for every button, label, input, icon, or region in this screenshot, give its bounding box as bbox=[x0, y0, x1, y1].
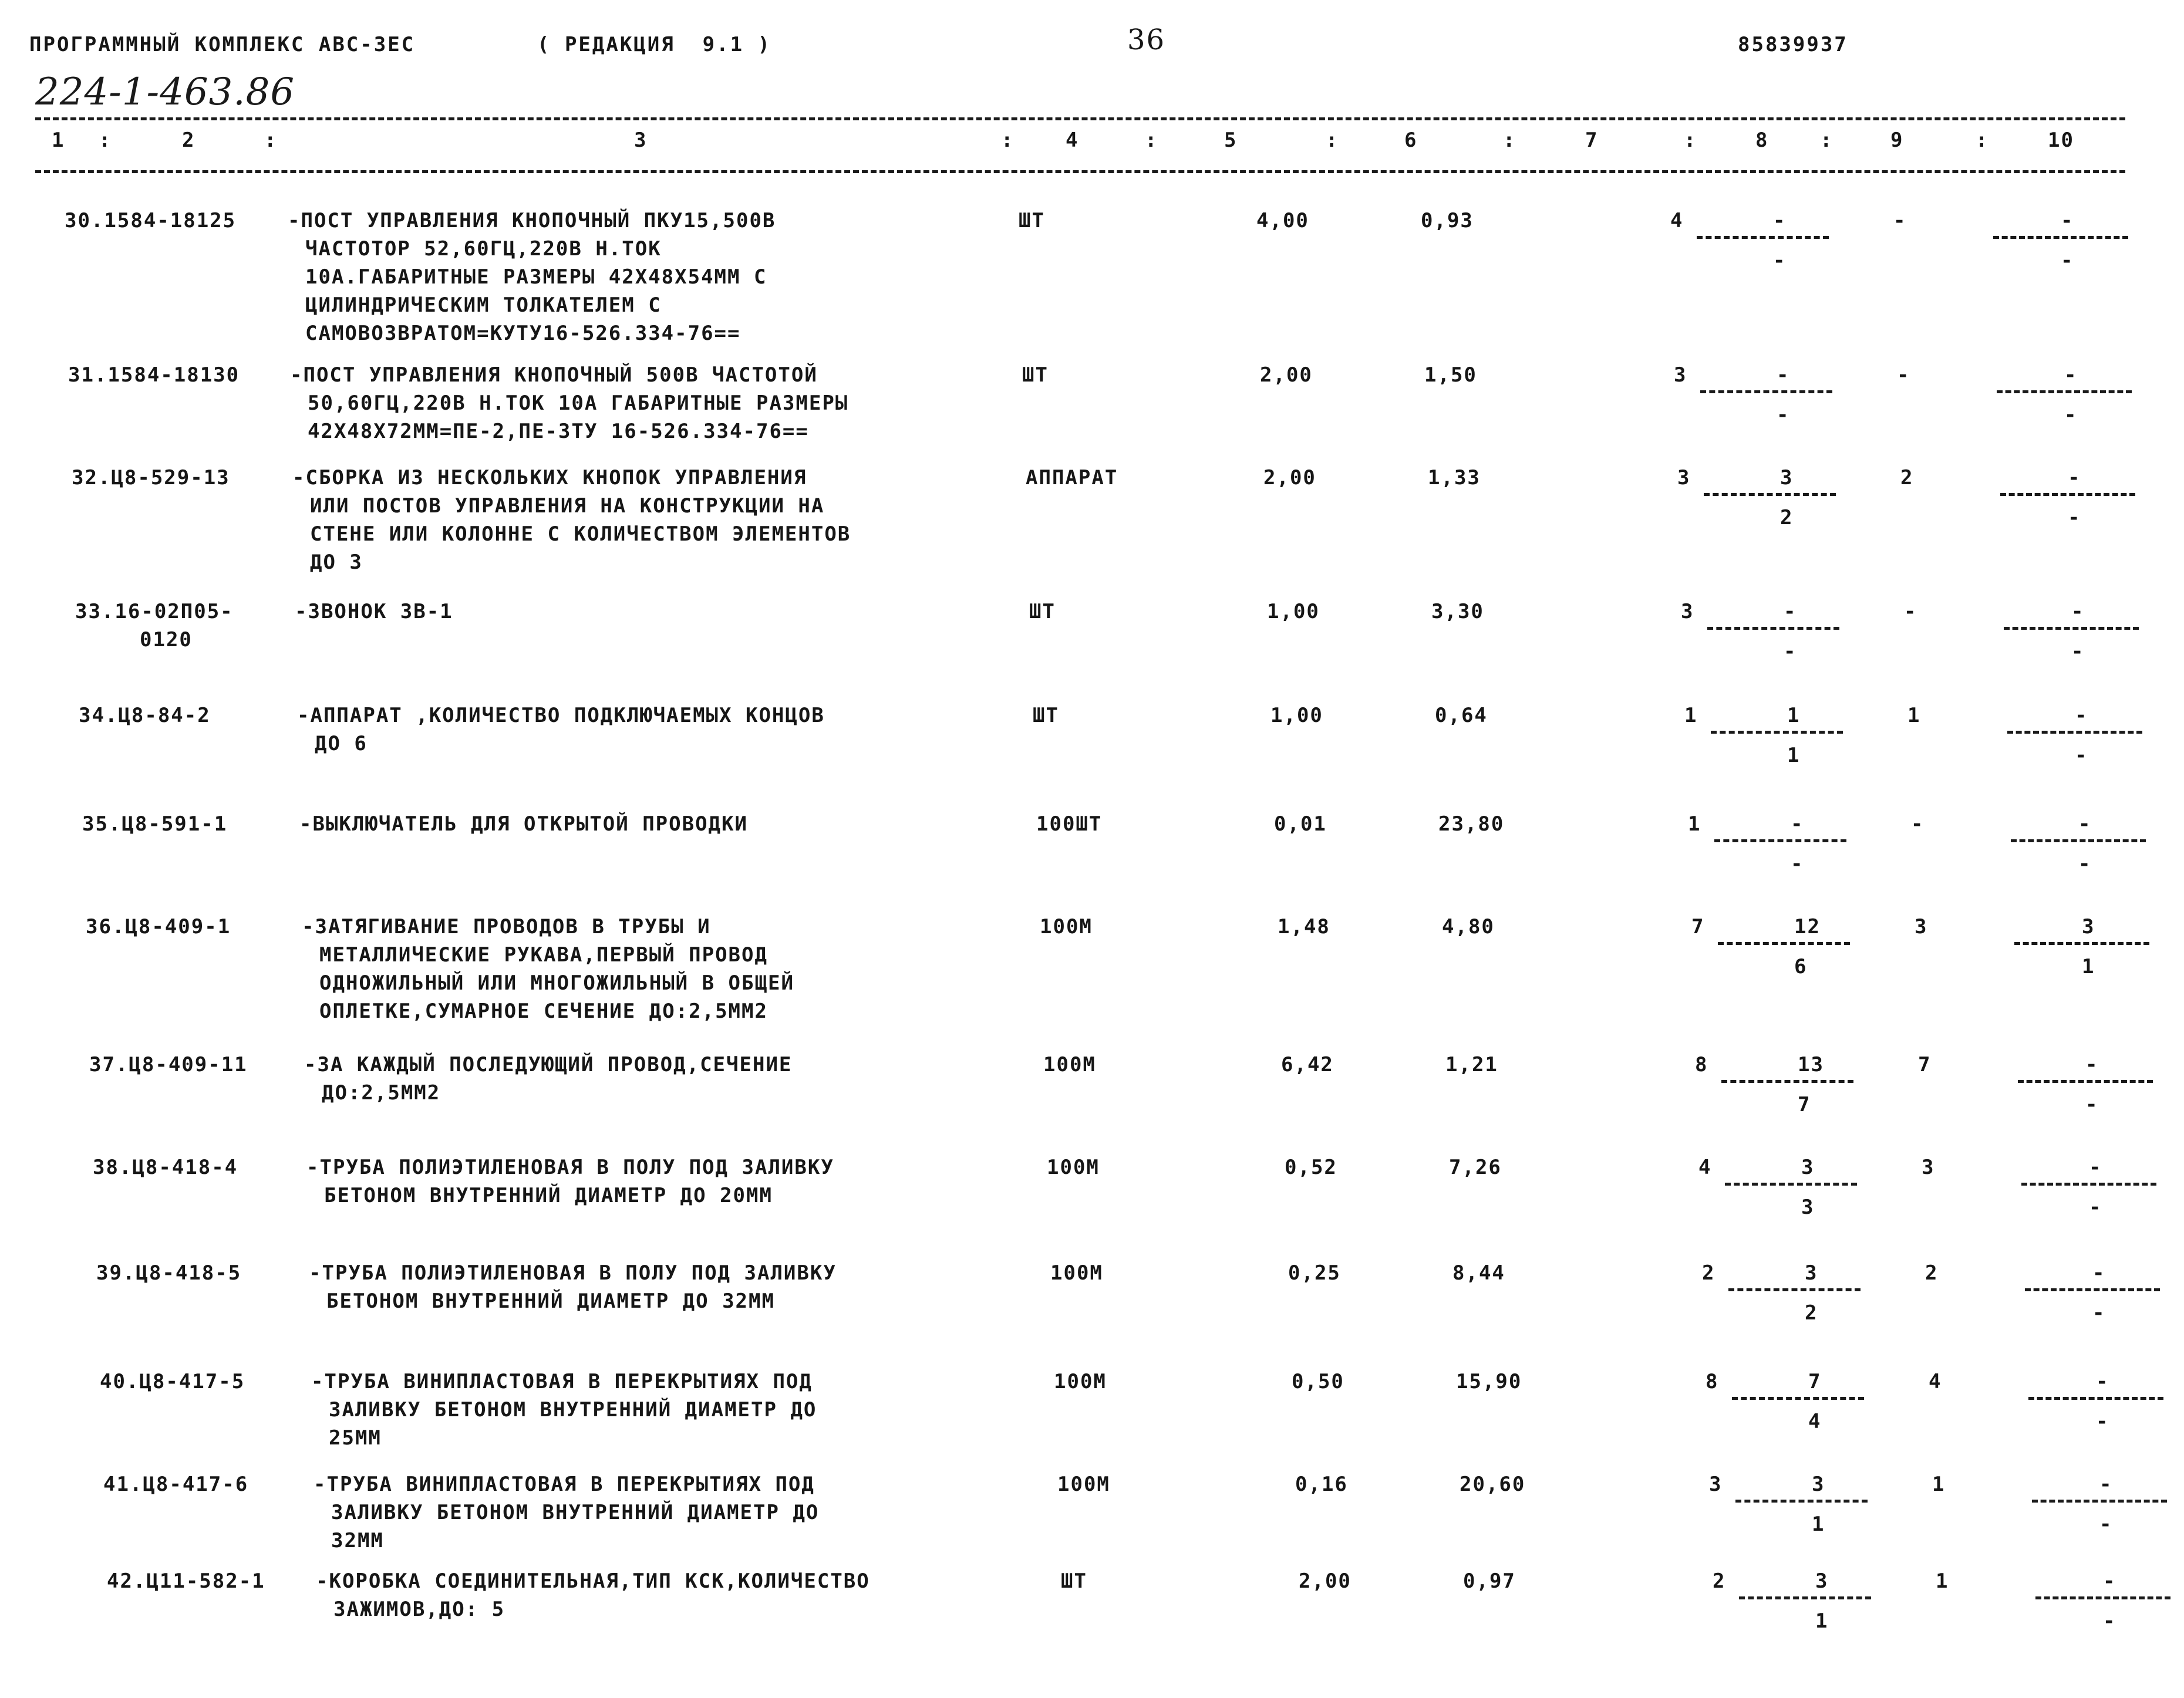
description-line: 32ММ bbox=[331, 1529, 384, 1552]
fraction-rule bbox=[2035, 1596, 2170, 1599]
quantity-cell: 2,00 bbox=[1299, 1569, 1351, 1593]
fraction-rule bbox=[2021, 1183, 2156, 1186]
value-cell: 1,50 bbox=[1424, 363, 1477, 387]
fraction-bottom: 2 bbox=[1780, 506, 1794, 529]
fraction-top: 3 bbox=[1780, 466, 1794, 490]
description-line: ИЛИ ПОСТОВ УПРАВЛЕНИЯ НА КОНСТРУКЦИИ НА bbox=[310, 494, 825, 518]
col8-value: 1 bbox=[1688, 812, 1701, 836]
description-line: -СБОРКА ИЗ НЕСКОЛЬКИХ КНОПОК УПРАВЛЕНИЯ bbox=[292, 466, 807, 490]
col-num-4: 4 bbox=[1066, 129, 1079, 152]
row-description bbox=[299, 810, 1022, 838]
value-cell: 1,33 bbox=[1428, 466, 1481, 490]
quantity-cell: 4,00 bbox=[1256, 209, 1309, 232]
description-line: МЕТАЛЛИЧЕСКИЕ РУКАВА,ПЕРВЫЙ ПРОВОД bbox=[319, 943, 768, 967]
col9-value: 3 bbox=[1915, 915, 1928, 939]
fraction-top: 7 bbox=[1808, 1370, 1822, 1393]
col8-value: 3 bbox=[1677, 466, 1691, 490]
col8-value: 2 bbox=[1713, 1569, 1726, 1593]
row-description bbox=[292, 464, 1015, 576]
description-line: -КОРОБКА СОЕДИНИТЕЛЬНАЯ,ТИП КСК,КОЛИЧЕСТВО bbox=[316, 1569, 870, 1593]
page-number: 36 bbox=[1127, 23, 1166, 56]
fraction-rule bbox=[2007, 731, 2142, 734]
description-line: ЗАЛИВКУ БЕТОНОМ ВНУТРЕННИЙ ДИАМЕТР ДО bbox=[331, 1501, 820, 1524]
value-cell: 1,21 bbox=[1445, 1053, 1498, 1076]
row-description bbox=[311, 1368, 1033, 1452]
fraction-rule bbox=[1732, 1397, 1864, 1400]
fraction-top: 3 bbox=[1801, 1156, 1815, 1179]
unit-cell: 100М bbox=[1043, 1053, 1096, 1076]
col-num-1: 1 bbox=[52, 129, 65, 152]
fraction-bottom: - bbox=[1773, 249, 1787, 272]
col8-value: 7 bbox=[1691, 915, 1705, 939]
fraction-bottom: 3 bbox=[1801, 1196, 1815, 1219]
unit-cell: АППАРАТ bbox=[1026, 466, 1118, 490]
handwritten-doc-id: 224-1-463.86 bbox=[35, 70, 295, 114]
header-top-rule bbox=[35, 117, 2125, 120]
fraction-rule bbox=[2025, 1288, 2160, 1291]
description-line: САМОВОЗВРАТОМ=КУТУ16-526.334-76== bbox=[305, 322, 741, 345]
description-line: -АППАРАТ ,КОЛИЧЕСТВО ПОДКЛЮЧАЕМЫХ КОНЦОВ bbox=[297, 704, 825, 727]
quantity-cell: 1,00 bbox=[1270, 704, 1323, 727]
description-line: ЧАСТОТОР 52,60ГЦ,220В Н.ТОК bbox=[305, 237, 662, 261]
description-line: -ТРУБА ВИНИПЛАСТОВАЯ В ПЕРЕКРЫТИЯХ ПОД bbox=[314, 1473, 815, 1496]
row-code: 42.Ц11-582-1 bbox=[107, 1569, 265, 1593]
unit-cell: ШТ bbox=[1019, 209, 1045, 232]
value-cell: 20,60 bbox=[1460, 1473, 1526, 1496]
row-code: 35.Ц8-591-1 bbox=[82, 812, 228, 836]
row-code: 31.1584-18130 bbox=[68, 363, 240, 387]
row-description bbox=[304, 1051, 1026, 1107]
fraction-bottom: 7 bbox=[1798, 1093, 1811, 1116]
description-line: -ЗА КАЖДЫЙ ПОСЛЕДУЮЩИЙ ПРОВОД,СЕЧЕНИЕ bbox=[304, 1053, 793, 1076]
col-num-10: 10 bbox=[2048, 129, 2074, 152]
description-line: ЦИЛИНДРИЧЕСКИМ ТОЛКАТЕЛЕМ С bbox=[305, 293, 662, 317]
fraction-top: 3 bbox=[2082, 915, 2095, 939]
fraction-bottom: 4 bbox=[1808, 1410, 1822, 1433]
fraction-top: 3 bbox=[1812, 1473, 1825, 1496]
col-num-5: 5 bbox=[1224, 129, 1238, 152]
column-number-row: 1 : 2 : 3 : 4 : 5 : 6 : 7 : 8 : 9 : 10 bbox=[0, 126, 2184, 156]
row-description bbox=[290, 361, 1012, 445]
header-bottom-rule bbox=[35, 170, 2125, 173]
unit-cell: 100М bbox=[1050, 1261, 1103, 1285]
row-description bbox=[306, 1153, 1029, 1210]
unit-cell: 100ШТ bbox=[1036, 812, 1103, 836]
col8-value: 1 bbox=[1684, 704, 1698, 727]
quantity-cell: 2,00 bbox=[1260, 363, 1313, 387]
col-num-6: 6 bbox=[1404, 129, 1418, 152]
fraction-bottom: - bbox=[2099, 1513, 2113, 1536]
row-description bbox=[316, 1567, 1038, 1623]
fraction-top: - bbox=[2096, 1370, 2109, 1393]
fraction-top: - bbox=[2085, 1053, 2099, 1076]
row-code: 40.Ц8-417-5 bbox=[100, 1370, 245, 1393]
fraction-top: - bbox=[2068, 466, 2081, 490]
row-code: 37.Ц8-409-11 bbox=[89, 1053, 248, 1076]
col8-value: 4 bbox=[1698, 1156, 1712, 1179]
fraction-top: 3 bbox=[1815, 1569, 1829, 1593]
fraction-bottom: - bbox=[2085, 1093, 2099, 1116]
value-cell: 8,44 bbox=[1452, 1261, 1505, 1285]
fraction-bottom: - bbox=[2068, 506, 2081, 529]
fraction-top: - bbox=[1784, 600, 1797, 623]
row-description bbox=[295, 597, 1017, 626]
description-line: ДО 3 bbox=[310, 551, 363, 574]
fraction-rule bbox=[2011, 839, 2146, 842]
value-cell: 4,80 bbox=[1442, 915, 1495, 939]
col9-value: 2 bbox=[1900, 466, 1914, 490]
description-line: -ЗАТЯГИВАНИЕ ПРОВОДОВ В ТРУБЫ И bbox=[302, 915, 711, 939]
fraction-top: - bbox=[2103, 1569, 2116, 1593]
col9-value: 7 bbox=[1918, 1053, 1932, 1076]
fraction-bottom: - bbox=[2061, 249, 2074, 272]
row-description bbox=[302, 913, 1024, 1025]
col8-value: 3 bbox=[1681, 600, 1694, 623]
fraction-rule bbox=[2000, 493, 2135, 496]
row-code-cont: 0120 bbox=[140, 628, 193, 651]
value-cell: 23,80 bbox=[1438, 812, 1505, 836]
fraction-rule bbox=[1997, 390, 2132, 393]
value-cell: 0,64 bbox=[1435, 704, 1488, 727]
fraction-rule bbox=[1711, 731, 1843, 734]
quantity-cell: 0,25 bbox=[1288, 1261, 1341, 1285]
fraction-top: - bbox=[1777, 363, 1790, 387]
row-code: 38.Ц8-418-4 bbox=[93, 1156, 238, 1179]
row-description bbox=[297, 701, 1019, 758]
description-line: -ПОСТ УПРАВЛЕНИЯ КНОПОЧНЫЙ 500В ЧАСТОТОЙ bbox=[290, 363, 818, 387]
fraction-bottom: 1 bbox=[1812, 1513, 1825, 1536]
fraction-top: - bbox=[2078, 812, 2092, 836]
quantity-cell: 1,00 bbox=[1267, 600, 1320, 623]
description-line: ОДНОЖИЛЬНЫЙ ИЛИ МНОГОЖИЛЬНЫЙ В ОБЩЕЙ bbox=[319, 971, 794, 995]
unit-cell: 100М bbox=[1054, 1370, 1107, 1393]
col8-value: 2 bbox=[1702, 1261, 1715, 1285]
fraction-top: - bbox=[2075, 704, 2088, 727]
description-line: 50,60ГЦ,220В Н.ТОК 10А ГАБАРИТНЫЕ РАЗМЕРЫ bbox=[308, 391, 849, 415]
fraction-top: - bbox=[2071, 600, 2085, 623]
fraction-rule bbox=[1707, 627, 1839, 630]
quantity-cell: 0,50 bbox=[1292, 1370, 1344, 1393]
fraction-top: - bbox=[2092, 1261, 2106, 1285]
col8-value: 4 bbox=[1670, 209, 1684, 232]
fraction-top: 12 bbox=[1794, 915, 1821, 939]
value-cell: 0,97 bbox=[1463, 1569, 1516, 1593]
fraction-rule bbox=[1739, 1596, 1871, 1599]
fraction-rule bbox=[1704, 493, 1836, 496]
quantity-cell: 0,01 bbox=[1274, 812, 1327, 836]
description-line: ДО:2,5ММ2 bbox=[322, 1081, 441, 1105]
col-num-3: 3 bbox=[634, 129, 648, 152]
fraction-rule bbox=[2018, 1080, 2153, 1083]
fraction-bottom: - bbox=[2103, 1609, 2116, 1633]
fraction-top: - bbox=[2089, 1156, 2102, 1179]
row-code: 30.1584-18125 bbox=[65, 209, 237, 232]
description-line: ЗАЖИМОВ,ДО: 5 bbox=[333, 1598, 505, 1621]
value-cell: 3,30 bbox=[1431, 600, 1484, 623]
col-num-2: 2 bbox=[182, 129, 196, 152]
fraction-rule bbox=[1700, 390, 1832, 393]
fraction-bottom: 2 bbox=[1805, 1301, 1818, 1325]
row-code: 32.Ц8-529-13 bbox=[72, 466, 230, 490]
fraction-rule bbox=[1993, 236, 2128, 239]
description-line: -ТРУБА ПОЛИЭТИЛЕНОВАЯ В ПОЛУ ПОД ЗАЛИВКУ bbox=[309, 1261, 837, 1285]
col9-value: 4 bbox=[1929, 1370, 1942, 1393]
row-code: 39.Ц8-418-5 bbox=[96, 1261, 242, 1285]
col9-value: - bbox=[1904, 600, 1917, 623]
fraction-rule bbox=[1728, 1288, 1861, 1291]
col8-value: 8 bbox=[1695, 1053, 1708, 1076]
fraction-bottom: - bbox=[1791, 852, 1804, 876]
col9-value: - bbox=[1911, 812, 1925, 836]
fraction-rule bbox=[2014, 942, 2149, 945]
col9-value: 3 bbox=[1922, 1156, 1935, 1179]
col8-value: 3 bbox=[1709, 1473, 1723, 1496]
description-line: -ВЫКЛЮЧАТЕЛЬ ДЛЯ ОТКРЫТОЙ ПРОВОДКИ bbox=[299, 812, 748, 836]
unit-cell: ШТ bbox=[1029, 600, 1056, 623]
description-line: -ТРУБА ПОЛИЭТИЛЕНОВАЯ В ПОЛУ ПОД ЗАЛИВКУ bbox=[306, 1156, 834, 1179]
fraction-top: - bbox=[2099, 1473, 2113, 1496]
fraction-top: 1 bbox=[1787, 704, 1801, 727]
fraction-bottom: - bbox=[2096, 1410, 2109, 1433]
col-num-9: 9 bbox=[1890, 129, 1904, 152]
fraction-bottom: - bbox=[2089, 1196, 2102, 1219]
row-description bbox=[314, 1470, 1036, 1555]
quantity-cell: 0,16 bbox=[1295, 1473, 1348, 1496]
fraction-rule bbox=[1725, 1183, 1857, 1186]
value-cell: 0,93 bbox=[1421, 209, 1474, 232]
col9-value: 1 bbox=[1907, 704, 1921, 727]
unit-cell: ШТ bbox=[1033, 704, 1059, 727]
unit-cell: 100М bbox=[1040, 915, 1093, 939]
unit-cell: ШТ bbox=[1022, 363, 1049, 387]
unit-cell: 100М bbox=[1057, 1473, 1110, 1496]
unit-cell: ШТ bbox=[1061, 1569, 1087, 1593]
fraction-rule bbox=[1721, 1080, 1853, 1083]
fraction-top: - bbox=[2061, 209, 2074, 232]
description-line: 42Х48Х72ММ=ПЕ-2,ПЕ-3ТУ 16-526.334-76== bbox=[308, 420, 809, 443]
fraction-bottom: 1 bbox=[2082, 955, 2095, 978]
value-cell: 15,90 bbox=[1456, 1370, 1522, 1393]
col8-value: 8 bbox=[1706, 1370, 1719, 1393]
fraction-bottom: - bbox=[1784, 640, 1797, 663]
fraction-rule bbox=[1697, 236, 1829, 239]
col9-value: - bbox=[1897, 363, 1910, 387]
edition-label: ( РЕДАКЦИЯ 9.1 ) bbox=[537, 33, 771, 56]
description-line: 25ММ bbox=[329, 1426, 382, 1450]
description-line: ЗАЛИВКУ БЕТОНОМ ВНУТРЕННИЙ ДИАМЕТР ДО bbox=[329, 1398, 817, 1422]
fraction-top: 13 bbox=[1798, 1053, 1824, 1076]
col9-value: 2 bbox=[1925, 1261, 1939, 1285]
fraction-rule bbox=[1735, 1500, 1868, 1503]
row-code: 36.Ц8-409-1 bbox=[86, 915, 231, 939]
description-line: СТЕНЕ ИЛИ КОЛОННЕ С КОЛИЧЕСТВОМ ЭЛЕМЕНТОВ bbox=[310, 522, 851, 546]
description-line: -ТРУБА ВИНИПЛАСТОВАЯ В ПЕРЕКРЫТИЯХ ПОД bbox=[311, 1370, 813, 1393]
description-line: БЕТОНОМ ВНУТРЕННИЙ ДИАМЕТР ДО 20ММ bbox=[324, 1184, 773, 1207]
fraction-bottom: 1 bbox=[1815, 1609, 1829, 1633]
col-num-7: 7 bbox=[1585, 129, 1599, 152]
fraction-rule bbox=[2028, 1397, 2163, 1400]
fraction-bottom: 1 bbox=[1787, 744, 1801, 767]
col8-value: 3 bbox=[1674, 363, 1687, 387]
document-code: 85839937 bbox=[1738, 33, 1848, 56]
row-code: 34.Ц8-84-2 bbox=[79, 704, 211, 727]
fraction-bottom: - bbox=[2075, 744, 2088, 767]
fraction-top: - bbox=[2064, 363, 2078, 387]
quantity-cell: 0,52 bbox=[1285, 1156, 1337, 1179]
description-line: -ЗВОНОК ЗВ-1 bbox=[295, 600, 453, 623]
value-cell: 7,26 bbox=[1449, 1156, 1502, 1179]
fraction-rule bbox=[2004, 627, 2139, 630]
fraction-bottom: - bbox=[2078, 852, 2092, 876]
description-line: БЕТОНОМ ВНУТРЕННИЙ ДИАМЕТР ДО 32ММ bbox=[326, 1289, 775, 1313]
quantity-cell: 6,42 bbox=[1281, 1053, 1334, 1076]
col9-value: 1 bbox=[1932, 1473, 1946, 1496]
fraction-bottom: 6 bbox=[1794, 955, 1808, 978]
fraction-bottom: - bbox=[2092, 1301, 2106, 1325]
description-line: ДО 6 bbox=[315, 732, 368, 755]
row-code: 41.Ц8-417-6 bbox=[103, 1473, 249, 1496]
col9-value: 1 bbox=[1936, 1569, 1949, 1593]
fraction-rule bbox=[1718, 942, 1850, 945]
fraction-bottom: - bbox=[1777, 403, 1790, 427]
col9-value: - bbox=[1893, 209, 1907, 232]
fraction-bottom: - bbox=[2064, 403, 2078, 427]
description-line: -ПОСТ УПРАВЛЕНИЯ КНОПОЧНЫЙ ПКУ15,500В bbox=[288, 209, 776, 232]
fraction-top: - bbox=[1773, 209, 1787, 232]
program-title: ПРОГРАММНЫЙ КОМПЛЕКС АВС-ЗЕС bbox=[29, 33, 416, 56]
description-line: ОПЛЕТКЕ,СУМАРНОЕ СЕЧЕНИЕ ДО:2,5ММ2 bbox=[319, 1000, 768, 1023]
fraction-bottom: - bbox=[2071, 640, 2085, 663]
quantity-cell: 1,48 bbox=[1278, 915, 1330, 939]
row-description bbox=[309, 1259, 1031, 1315]
fraction-top: 3 bbox=[1805, 1261, 1818, 1285]
row-description bbox=[288, 207, 1010, 347]
description-line: 10А.ГАБАРИТНЫЕ РАЗМЕРЫ 42Х48Х54ММ С bbox=[305, 265, 767, 289]
row-code: 33.16-02П05- bbox=[75, 600, 234, 623]
quantity-cell: 2,00 bbox=[1263, 466, 1316, 490]
col-num-8: 8 bbox=[1755, 129, 1769, 152]
fraction-rule bbox=[2032, 1500, 2167, 1503]
fraction-rule bbox=[1714, 839, 1846, 842]
unit-cell: 100М bbox=[1047, 1156, 1100, 1179]
fraction-top: - bbox=[1791, 812, 1804, 836]
